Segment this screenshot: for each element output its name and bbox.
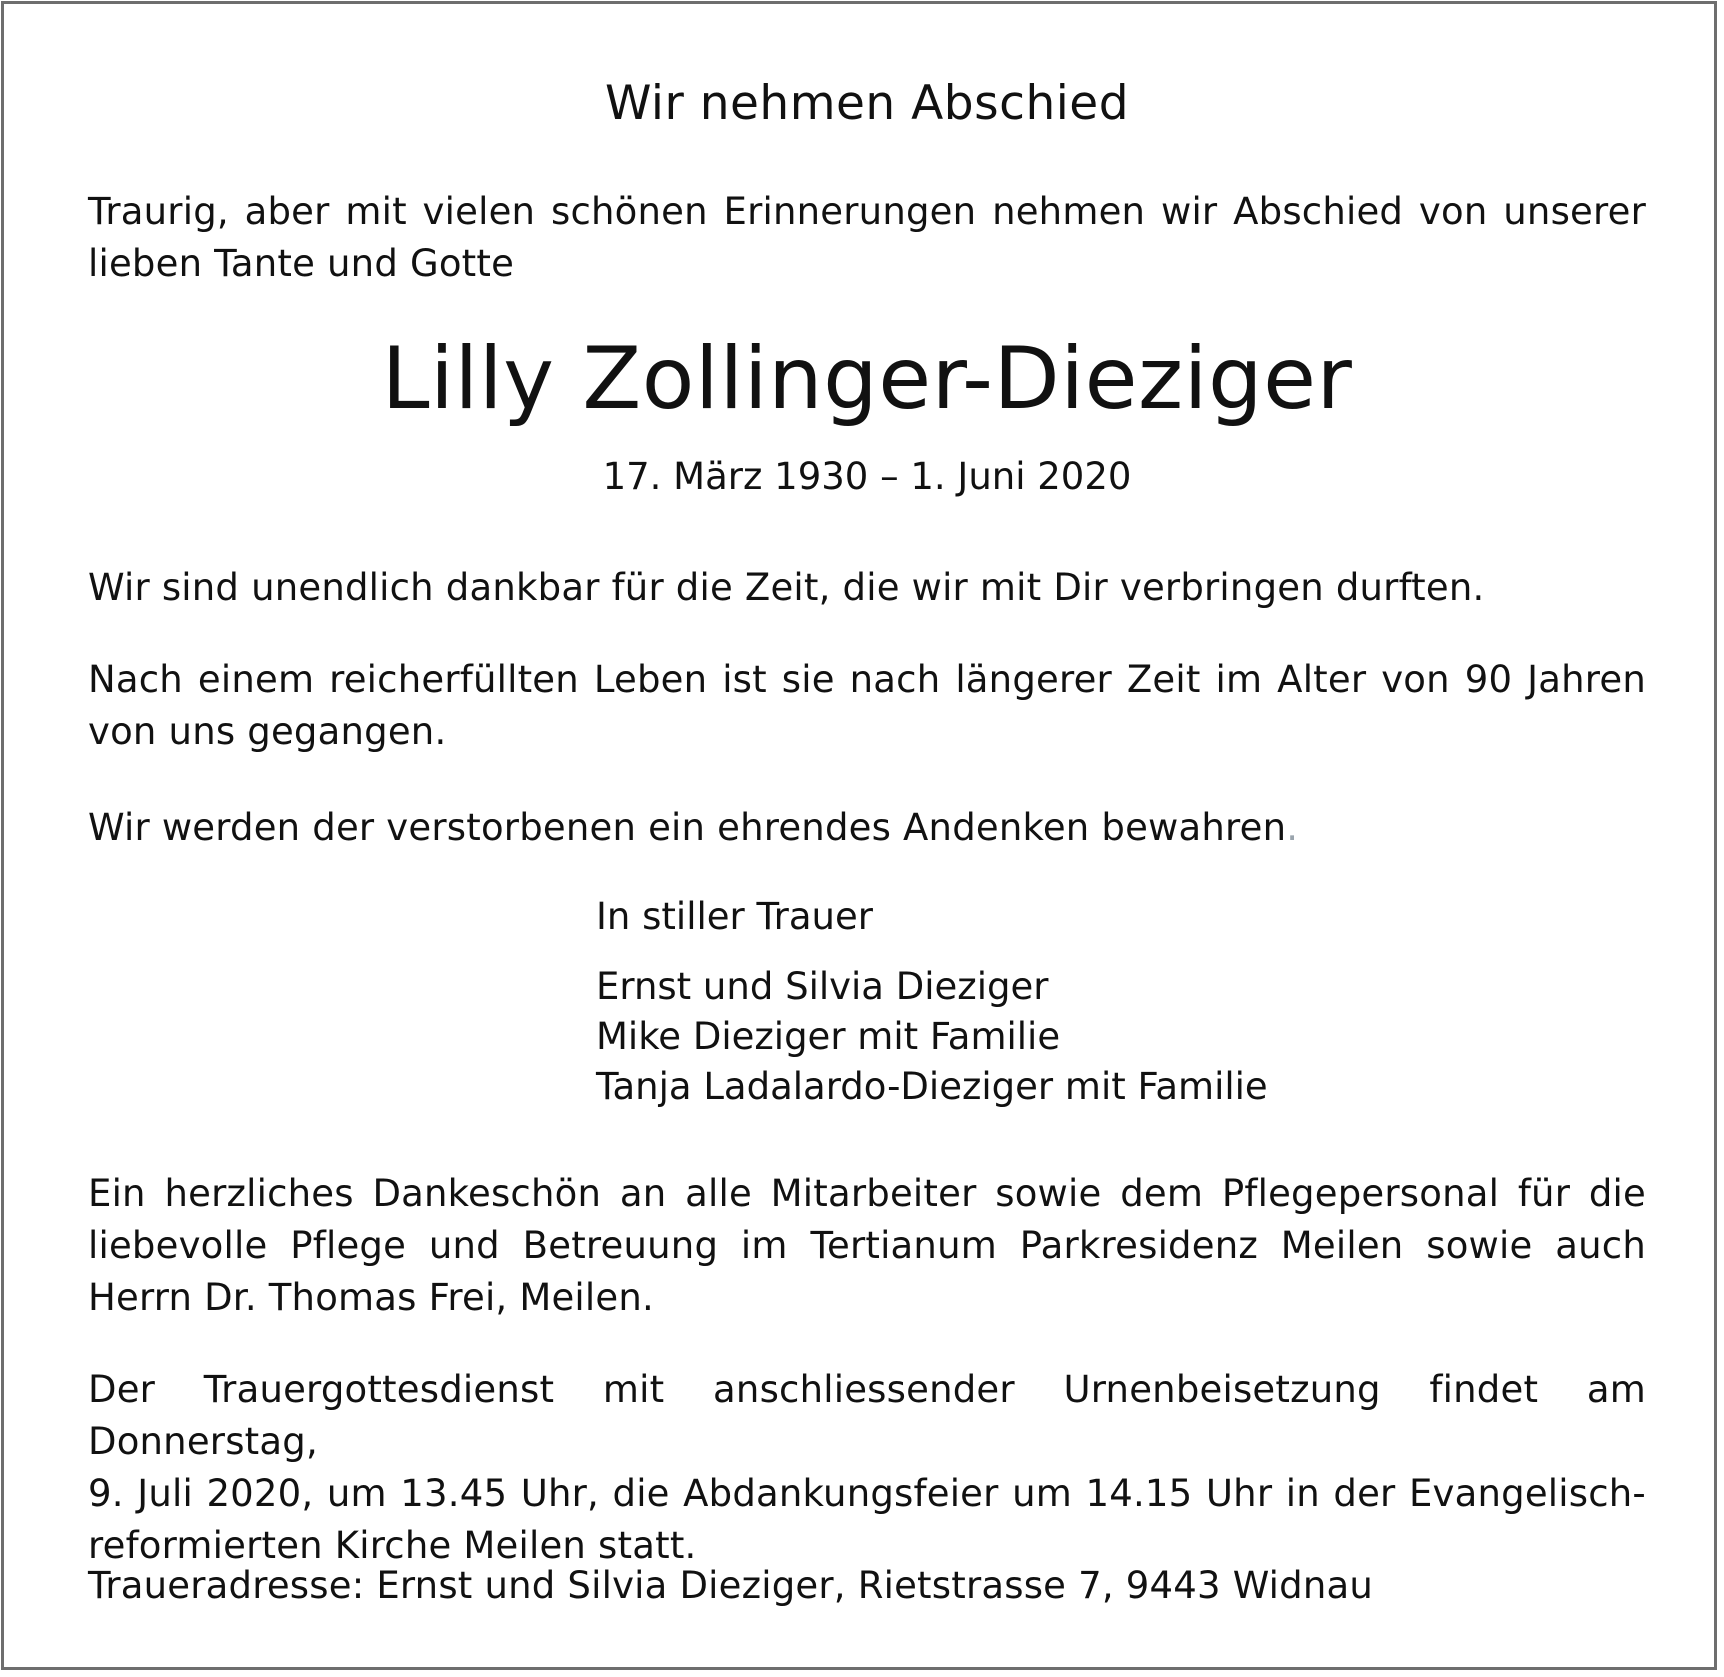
thanks-line-2: liebevolle Pflege und Betreuung im Tertianum Parkresidenz Meilen sowie auch — [88, 1224, 1646, 1267]
passing-paragraph — [88, 654, 1646, 758]
remembrance-line — [88, 802, 1646, 854]
remembrance-paragraph — [88, 802, 1646, 854]
mourners-list — [596, 962, 1268, 1112]
remembrance-text: Wir werden der verstorbenen ein ehrendes Andenken bewahren — [88, 806, 1287, 849]
mourner-entry: Ernst und Silvia Dieziger — [596, 965, 1049, 1008]
intro-paragraph — [88, 186, 1646, 290]
service-line-1: Der Trauergottesdienst mit anschliessender Urnenbeisetzung findet am Donnerstag, — [88, 1368, 1646, 1463]
remembrance-period: . — [1286, 806, 1299, 849]
gratitude-line: Wir sind unendlich dankbar für die Zeit, die wir mit Dir verbringen durften. — [88, 566, 1485, 609]
thanks-line-1: Ein herzliches Dankeschön an alle Mitarbeiter sowie dem Pflegepersonal für die — [88, 1172, 1646, 1215]
service-line-2: 9. Juli 2020, um 13.45 Uhr, die Abdankungsfeier um 14.15 Uhr in der Evangelisch- — [88, 1472, 1646, 1515]
thanks-paragraph — [88, 1168, 1646, 1324]
mourner-entry: Tanja Ladalardo-Dieziger mit Familie — [596, 1065, 1268, 1108]
passing-line-2: von uns gegangen. — [88, 710, 447, 753]
passing-line-1: Nach einem reicherfüllten Leben ist sie nach längerer Zeit im Alter von 90 Jahren — [88, 658, 1646, 701]
gratitude-paragraph — [88, 562, 1646, 614]
thanks-line-3: Herrn Dr. Thomas Frei, Meilen. — [88, 1276, 654, 1319]
service-paragraph — [88, 1364, 1646, 1572]
life-dates: 17. März 1930 – 1. Juni 2020 — [602, 455, 1132, 498]
deceased-name: Lilly Zollinger-Dieziger — [381, 329, 1353, 429]
in-grief-text: In stiller Trauer — [596, 895, 873, 938]
service-line-3: reformierten Kirche Meilen statt. — [88, 1524, 697, 1567]
notice-heading: Wir nehmen Abschied — [604, 76, 1130, 131]
mourner-entry: Mike Dieziger mit Familie — [596, 1015, 1061, 1058]
notice-frame — [1, 1, 1717, 1670]
mourning-address: Traueradresse: Ernst und Silvia Dieziger, Rietstrasse 7, 9443 Widnau — [88, 1564, 1374, 1607]
in-grief-label — [596, 892, 873, 942]
intro-line-1: Traurig, aber mit vielen schönen Erinnerungen nehmen wir Abschied von unserer — [88, 190, 1646, 233]
address-paragraph — [88, 1560, 1646, 1612]
intro-line-2: lieben Tante und Gotte — [88, 242, 515, 285]
